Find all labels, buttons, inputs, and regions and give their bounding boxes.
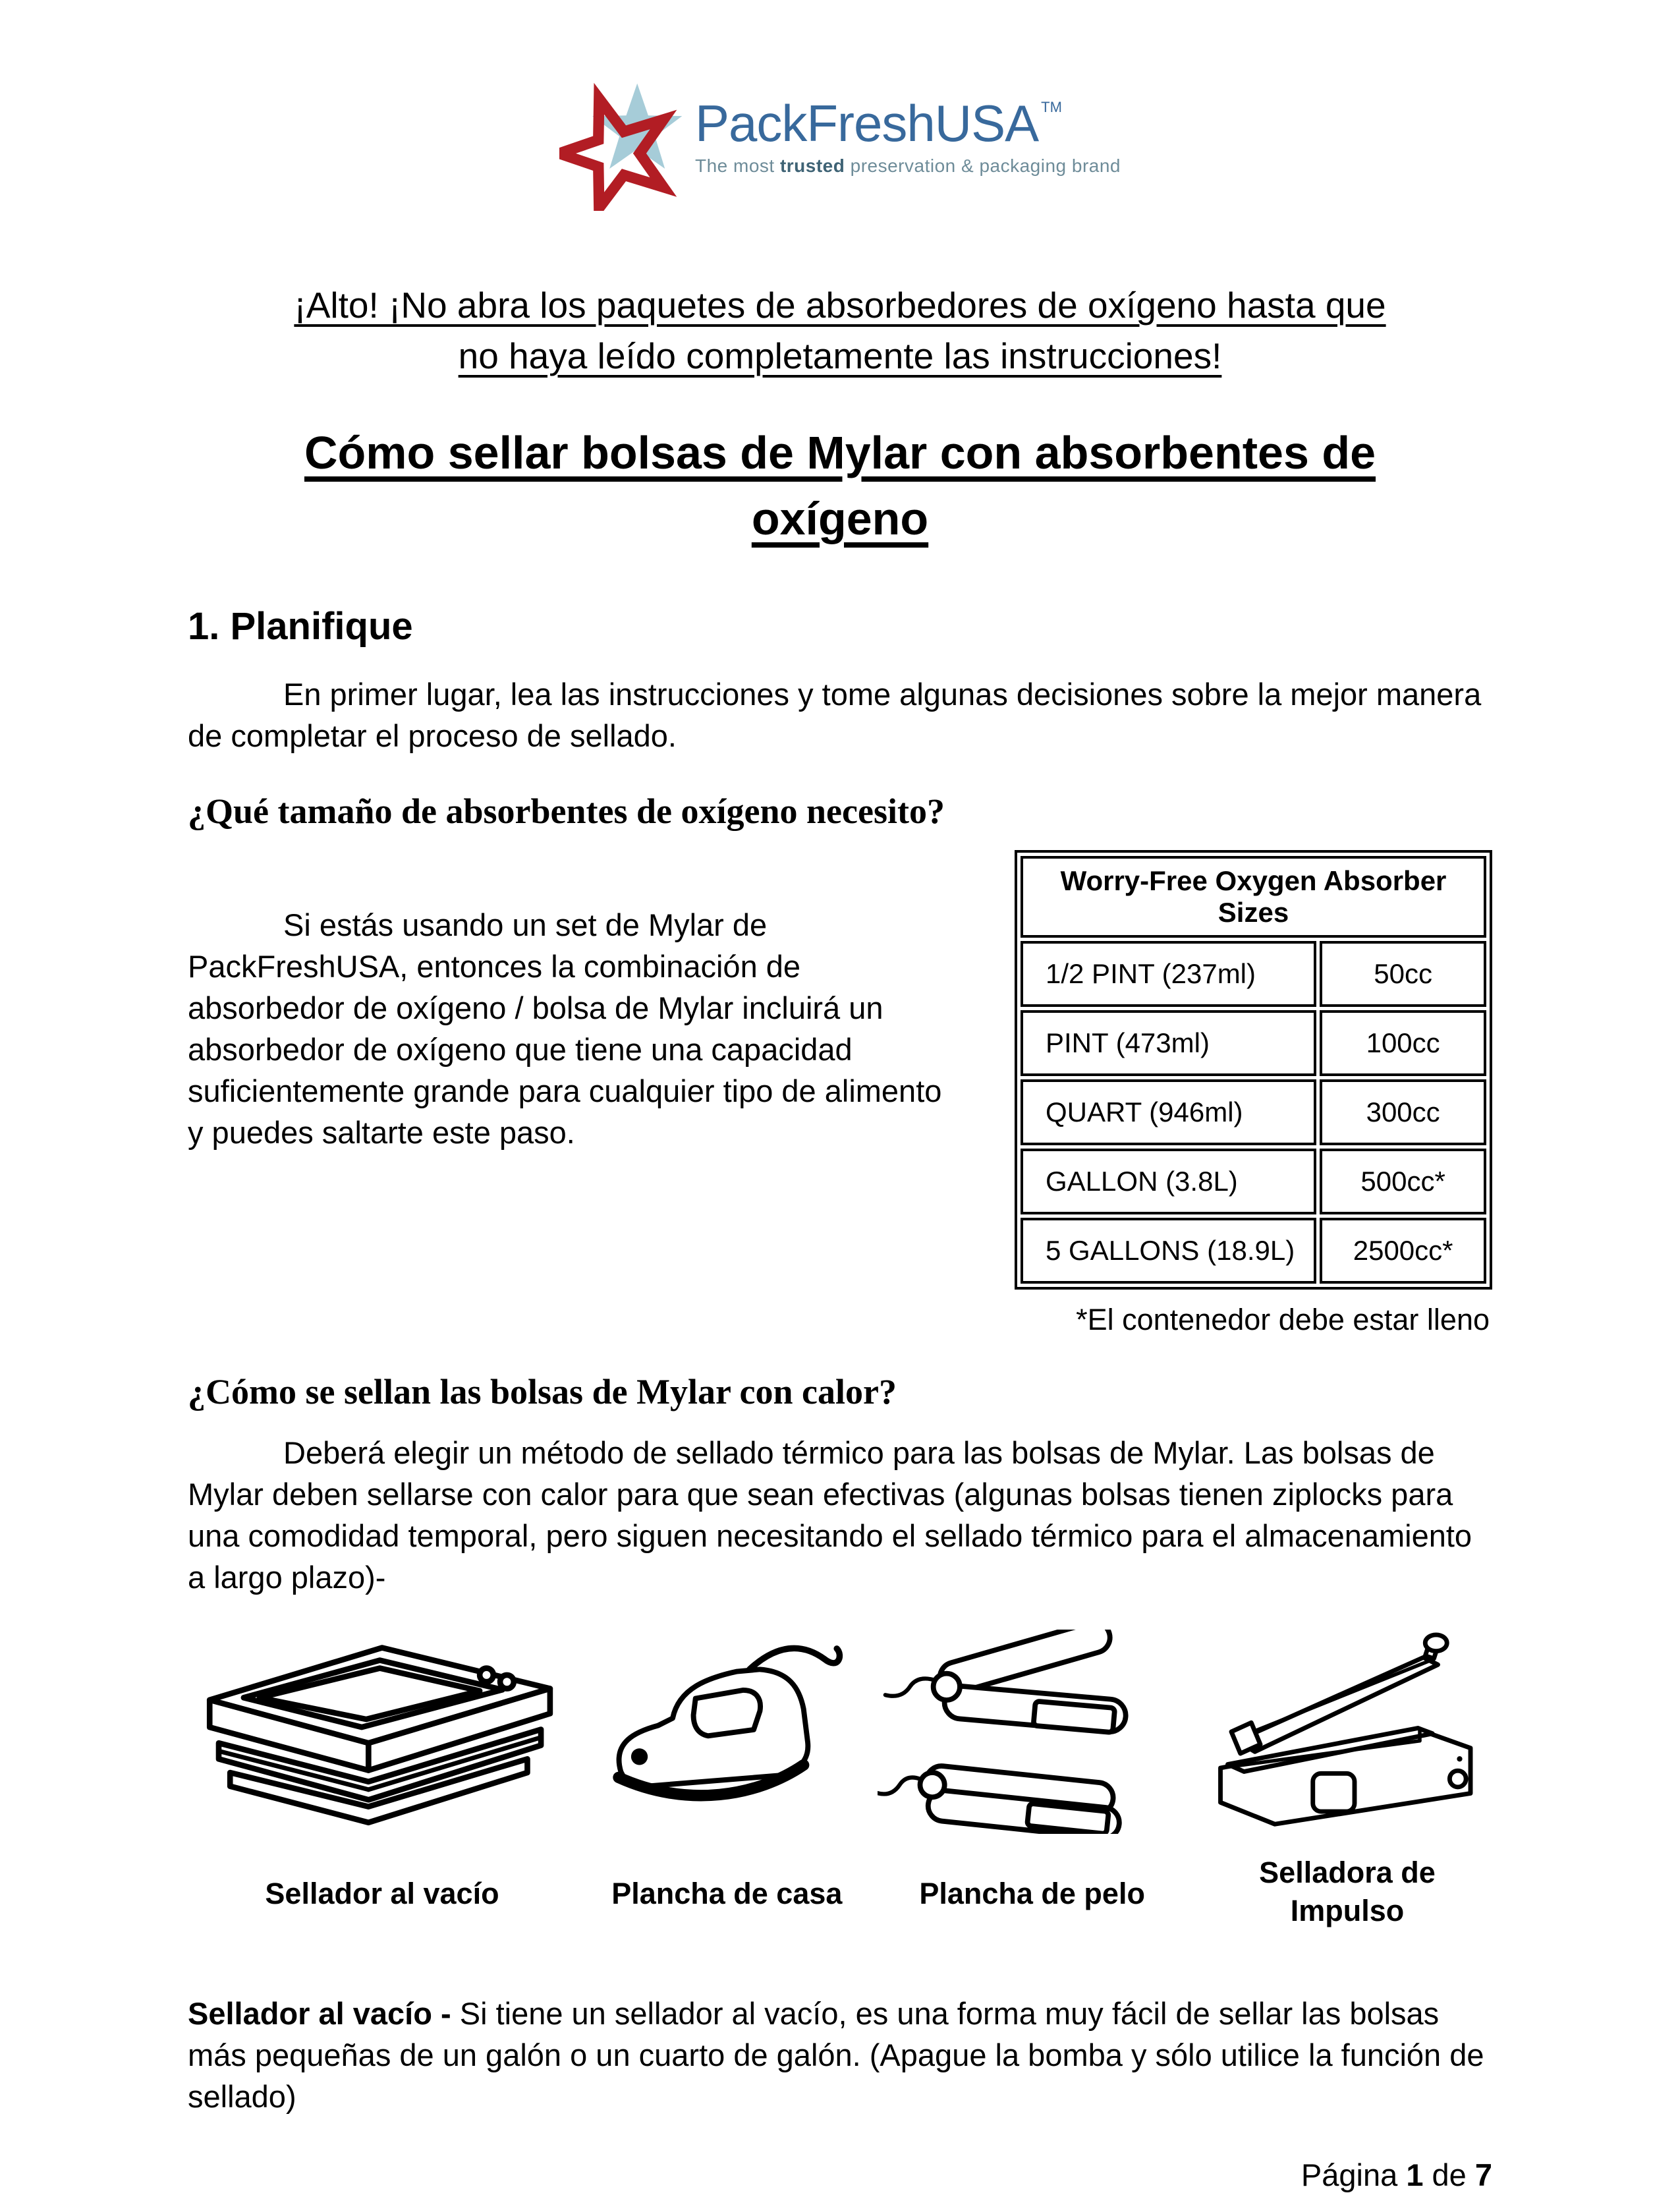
cc-cell: 100cc [1320,1010,1486,1076]
vacuum-sealer-note [188,1993,1492,2117]
packfreshusa-logo [559,86,1121,211]
brand-name: PackFreshUSA [694,94,1039,152]
tagline-trusted: trusted [779,156,845,176]
figure-caption: Selladora de Impulso [1259,1856,1436,1927]
page-footer [188,2157,1492,2193]
heat-question-heading: ¿Cómo se sellan las bolsas de Mylar con calor? [188,1372,897,1411]
figure-impulse-sealer [1202,1630,1492,1930]
header [188,0,1492,211]
tagline-prefix: The most [694,156,780,176]
footer-middle: de [1423,2157,1475,2192]
size-paragraph-column [188,850,962,1337]
note-lead: Sellador al vacío - [188,1996,460,2031]
size-cell: 5 GALLONS (18.9L) [1021,1218,1316,1284]
figure-caption: Plancha de casa [611,1877,843,1910]
tagline-suffix: preservation & packaging brand [845,156,1121,176]
cc-cell: 300cc [1320,1079,1486,1145]
figure-home-iron [592,1630,862,1913]
trademark-symbol: TM [1041,99,1062,115]
brand-tagline [695,156,1121,177]
size-cell: 1/2 PINT (237ml) [1021,941,1316,1007]
vacuum-sealer-illustration [188,1630,576,1834]
footer-prefix: Página [1301,2157,1407,2192]
figure-caption: Sellador al vacío [265,1877,499,1910]
size-table-column [1015,850,1492,1337]
impulse-sealer-illustration [1202,1630,1492,1834]
footer-total-pages: 7 [1474,2157,1492,2192]
size-cell: PINT (473ml) [1021,1010,1316,1076]
page-title [188,420,1492,552]
title-line-2: oxígeno [751,493,929,544]
absorber-sizes-table [1015,850,1492,1290]
title-line-1: Cómo sellar bolsas de Mylar con absorbentes de [304,427,1376,478]
cc-cell: 50cc [1320,941,1486,1007]
home-iron-illustration [592,1630,862,1834]
cc-cell: 2500cc* [1320,1218,1486,1284]
table-title: Worry-Free Oxygen Absorber Sizes [1021,856,1486,938]
size-columns [188,850,1492,1337]
section-1-intro: En primer lugar, lea las instrucciones y tome algunas decisiones sobre la mejor manera de completar el proceso de sellado. [188,677,1482,753]
footer-page-number: 1 [1406,2157,1424,2192]
table-row [1021,941,1486,1007]
size-cell: GALLON (3.8L) [1021,1149,1316,1214]
table-header-row [1021,856,1486,938]
star-logo-icon [559,79,691,211]
warning-headline [188,280,1492,382]
logo-text [694,94,1121,177]
note-text: Si tiene un sellador al vacío, es una forma muy fácil de sellar las bolsas más pequeñas de un galón o un cuarto de galón. (Apague la bomba y sólo utilice la función de sellado) [188,1996,1484,2114]
table-row [1021,1218,1486,1284]
figure-vacuum-sealer [188,1630,576,1913]
table-row [1021,1149,1486,1214]
warning-line-1: ¡Alto! ¡No abra los paquetes de absorbedores de oxígeno hasta que [294,285,1386,326]
figure-hair-straightener [878,1630,1187,1913]
cc-cell: 500cc* [1320,1149,1486,1214]
size-question-heading: ¿Qué tamaño de absorbentes de oxígeno necesito? [188,791,945,831]
hair-straightener-illustration [878,1630,1187,1834]
figure-caption: Plancha de pelo [919,1877,1145,1910]
table-row [1021,1010,1486,1076]
size-cell: QUART (946ml) [1021,1079,1316,1145]
warning-line-2: no haya leído completamente las instrucciones! [458,335,1222,376]
section-1-heading: 1. Planifique [188,605,413,648]
table-row [1021,1079,1486,1145]
heat-paragraph: Deberá elegir un método de sellado térmico para las bolsas de Mylar. Las bolsas de Mylar deben sellarse con calor para que sean efectivas (algunas bolsas tienen ziplocks para una comodidad temporal, pero siguen necesitando el sellado térmico para el almacenamiento a largo plazo)- [188,1435,1472,1595]
table-footnote: *El contenedor debe estar lleno [1076,1303,1490,1336]
sealing-methods-figures [188,1630,1492,1930]
size-paragraph: Si estás usando un set de Mylar de PackFreshUSA, entonces la combinación de absorbedor de oxígeno / bolsa de Mylar incluirá un absorbedor de oxígeno que tiene una capacidad suficientemente grande para cualquier tipo de alimento y puedes saltarte este paso. [188,907,942,1150]
